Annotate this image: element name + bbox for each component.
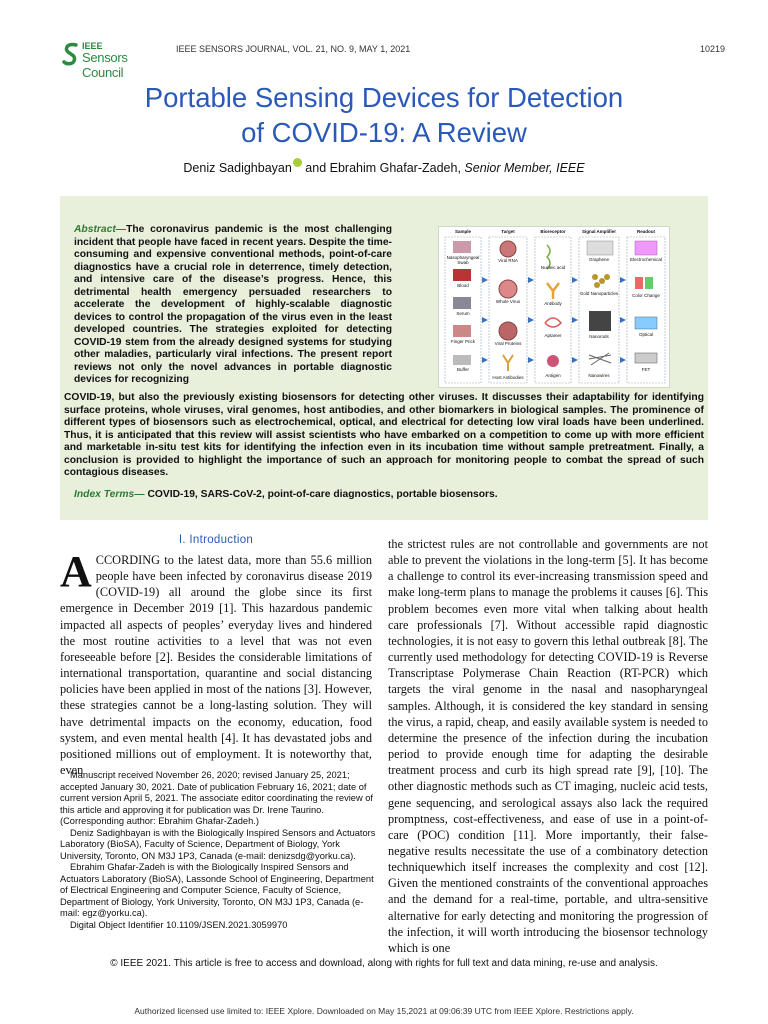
figure-label: Antibody bbox=[544, 301, 562, 306]
copyright-notice: © IEEE 2021. This article is free to access and download, along with rights for full text and data mining, re-use and analysis. bbox=[110, 958, 658, 969]
figure-header-sample: Sample bbox=[454, 229, 471, 234]
figure-label: Nasopharyngeal Swab bbox=[446, 255, 480, 265]
journal-header: IEEE SENSORS JOURNAL, VOL. 21, NO. 9, MAY 1, 2021 bbox=[176, 44, 411, 54]
figure-header-target: Target bbox=[501, 229, 515, 234]
footnote-author-1: Deniz Sadighbayan is with the Biologically Inspired Sensors and Actuators Laboratory (BioSA), Faculty of Science, Department of Biology, York University, Toronto, ON M3J 1P3, Canada (e-mail: denizsdg@yorku.ca). bbox=[60, 827, 376, 861]
figure-header-amplifier: Signal Amplifier bbox=[581, 229, 617, 234]
figure-label: Gold Nanoparticles bbox=[579, 291, 619, 296]
page-number: 10219 bbox=[700, 44, 726, 54]
abstract-part1: The coronavirus pandemic is the most challenging incident that people have faced in recent years. Despite the time-consuming and expensive conventional methods, point-of-care diagnostics have a crucial role in deterrence, timely detection, and intensive care of the disease’s progress. Hence, this detrimental health emergency persuaded researchers to accelerate the development of highly-scalable diagnostic devices to control the propagation of the virus even in the least developed countries. The strategies exploited for detecting COVID-19 stem from the already designed systems for studying other maladies, particularly viral infections. The present report reviews not only the novel advances in portable diagnostic devices for recognizing bbox=[74, 224, 392, 385]
graphical-abstract-figure bbox=[438, 226, 670, 388]
figure-label: Host Antibodies bbox=[492, 375, 524, 380]
figure-label: Nucleic acid bbox=[540, 265, 566, 270]
logo-s-icon bbox=[62, 42, 80, 66]
figure-label: Viral Proteins bbox=[494, 341, 522, 346]
abstract-lead: Abstract— bbox=[74, 224, 127, 235]
abstract-text-top bbox=[74, 224, 392, 387]
figure-label: Nanorods bbox=[589, 334, 609, 339]
footnote-manuscript: Manuscript received November 26, 2020; revised January 25, 2021; accepted January 30, 2021. Date of publication February 16, 2021; date of current version April 5, 2021. The associate editor coordinating the review of this article and approving it for publication was Dr. Irene Taurino. (Corresponding author: Ebrahim Ghafar-Zadeh.) bbox=[60, 770, 373, 826]
figure-label: Nanowires bbox=[588, 373, 610, 378]
figure-header-readout: Readout bbox=[637, 229, 655, 234]
figure-label: Whole Virus bbox=[495, 299, 521, 304]
section-heading-introduction: I. Introduction bbox=[178, 534, 254, 546]
figure-label: Antigen bbox=[545, 373, 561, 378]
logo-ieee-text: IEEE bbox=[82, 41, 103, 51]
author-2: and Ebrahim Ghafar-Zadeh, bbox=[301, 161, 465, 176]
dropcap: A bbox=[60, 547, 92, 596]
figure-label: Aptamer bbox=[544, 333, 562, 338]
author-1: Deniz Sadighbayan bbox=[183, 161, 292, 176]
index-terms-lead: Index Terms— bbox=[74, 489, 145, 500]
index-terms bbox=[74, 489, 498, 500]
title-line-1: Portable Sensing Devices for Detection bbox=[144, 82, 624, 113]
author-membership: Senior Member, IEEE bbox=[464, 161, 585, 176]
intro-paragraph: CCORDING to the latest data, more than 55.6 million people have been infected by coronavirus disease 2019 (COVID-19) all around the globe since its first emergence in December 2019 [1]. This hazardous pandemic impacted all aspects of peoples’ everyday lives and hindered the most routine activities to a level that was not even foreseeable before [2]. Besides the considerable limitations of international transportation, quarantine and social distancing policies have been applied in most of the nations [3]. However, these strategies cannot be a long-lasting solution. They will have detrimental impacts on the economy, education, food system, and even mental health [4]. It has devastated jobs and positioned millions out of employment. It is noteworthy that, even bbox=[60, 553, 372, 778]
figure-label: FET bbox=[641, 367, 651, 372]
figure-drawing bbox=[439, 227, 669, 387]
title-line-2: of COVID-19: A Review bbox=[241, 117, 527, 148]
figure-label: Buffer bbox=[457, 367, 469, 372]
footnotes bbox=[60, 770, 378, 931]
authors bbox=[60, 158, 708, 175]
column-2-paragraph: the strictest rules are not controllable and governments are not able to prevent the violations in the long-term [5]. It has become a challenge to control its ever-increasing transmission speed and make long-term plans to manage the problems it causes [6]. This problem becomes even more vital when talking about health care professionals [7]. Without accessible rapid diagnostic technologies, it is not easy to govern this lethal outbreak [8]. The currently used methodology for detecting COVID-19 is Reverse Transcriptase Polymerase Chain Reaction (RT-PCR) which targets the viral genome in the nasal and nasopharyngeal samples. Although, it is considered the key standard in sensing the virus, a rapid, cheap, and easily available system is needed to determine the presence of the infection during the incubation period to provide enough time for adapting the desirable treatment process and curb its high spread rate [9], [10]. The other diagnostic methods such as CT imaging, nucleic acid tests, gene sequencing, and serological assays also lack the required promptness, cost-effectiveness, and ease of use in a point-of-care (POC) condition [11]. More importantly, their false-negative results necessitate the use of a combinatory detection techniquewhich itself increases the complexity and cost [12]. Given the mentioned constraints of the conventional approaches and the demand for a real-time, portable, and ultra-sensitive alternative for early detecting and monitoring the progression of the infection, it will worth introducing the biosensor technology which is one bbox=[388, 537, 708, 955]
ieee-sensors-council-logo bbox=[62, 40, 162, 80]
figure-label: Blood bbox=[457, 283, 469, 288]
figure-label: Graphene bbox=[588, 257, 609, 262]
index-terms-text: COVID-19, SARS-CoV-2, point-of-care diagnostics, portable biosensors. bbox=[144, 489, 498, 500]
figure-label: Optical bbox=[638, 332, 653, 337]
footnote-doi: Digital Object Identifier 10.1109/JSEN.2021.3059970 bbox=[70, 919, 288, 930]
figure-label: Finger Prick bbox=[450, 339, 475, 344]
abstract-text-bottom bbox=[64, 392, 704, 480]
figure-label: Electrochemical bbox=[630, 257, 662, 262]
figure-label: Serum bbox=[456, 311, 470, 316]
orcid-icon[interactable] bbox=[293, 158, 302, 167]
abstract-part2: COVID-19, but also the previously existing biosensors for detecting other viruses. It discusses their adaptability for identifying surface proteins, whole viruses, viral genomes, host antibodies, and other biomarkers in biological samples. The prominence of different types of biosensors such as electrochemical, optical, and electrical for detecting low viral loads have been underlined. Thus, it is anticipated that this review will assist scientists who have embarked on a competition to come up with more efficient and marketable in-situ test kits for identifying the infection even in its incubation time without sample pretreatment. Finally, a conclusion is provided to highlight the importance of such an approach for monitoring people to combat the spread of such contagious diseases. bbox=[64, 392, 704, 478]
figure-label: Viral RNA bbox=[498, 258, 518, 263]
figure-label: Color Change bbox=[632, 293, 660, 298]
body-column-2 bbox=[388, 536, 708, 956]
body-column-1 bbox=[60, 547, 372, 778]
paper-title bbox=[60, 80, 708, 150]
logo-council-text: Sensors Council bbox=[82, 50, 128, 80]
figure-header-bioreceptor: Bioreceptor bbox=[540, 229, 566, 234]
authorized-use-notice: Authorized licensed use limited to: IEEE Xplore. Downloaded on May 15,2021 at 09:06:39 UTC from IEEE Xplore. Restrictions apply. bbox=[134, 1006, 634, 1016]
footnote-author-2: Ebrahim Ghafar-Zadeh is with the Biologically Inspired Sensors and Actuators Laboratory (BioSA), Lassonde School of Engineering, Department of Electrical Engineering and Computer Science, Faculty of Science, Department of Biology, York University, Toronto, ON M3J 1P3, Canada (e-mail: egz@yorku.ca). bbox=[60, 862, 374, 918]
